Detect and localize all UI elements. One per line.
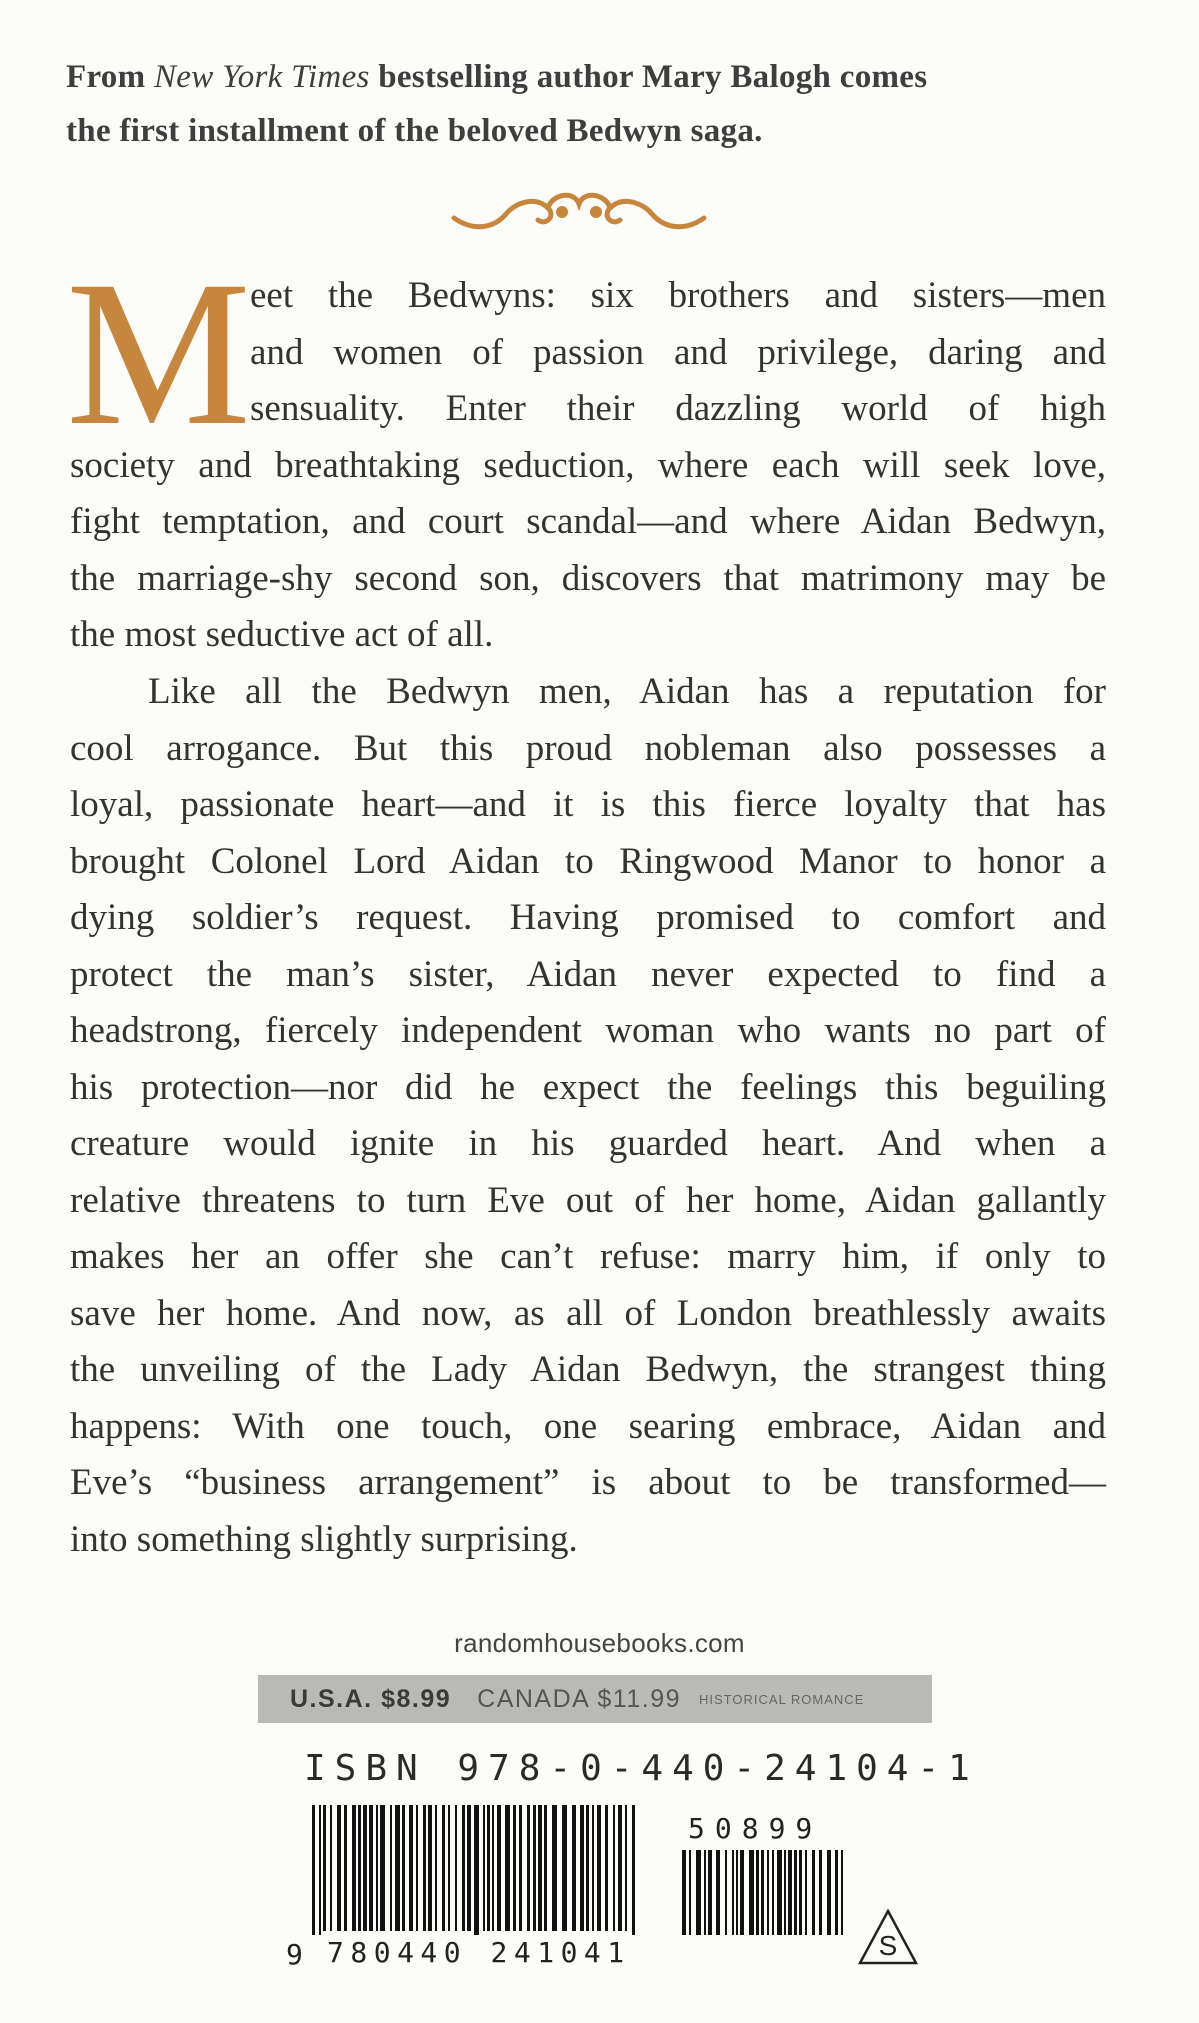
paragraph-1-line: the marriage-shy second son, discovers that matrimony may be bbox=[70, 557, 1106, 599]
barcode-digits: 780440 241041 bbox=[327, 1936, 631, 1969]
barcode-bar bbox=[337, 1805, 341, 1931]
paragraph-2-line: happens: With one touch, one searing embrace, Aidan and bbox=[70, 1405, 1106, 1447]
barcode-bar bbox=[505, 1805, 510, 1931]
barcode-bar bbox=[794, 1850, 797, 1935]
barcode-bar bbox=[513, 1805, 516, 1931]
barcode-bar bbox=[352, 1805, 356, 1931]
tagline-prefix: From bbox=[66, 59, 154, 95]
barcode-bar bbox=[312, 1805, 315, 1935]
paragraph-2-line: his protection—nor did he expect the feelings this beguiling bbox=[70, 1066, 1106, 1108]
barcode-bar bbox=[380, 1805, 385, 1931]
paragraph-1-line: the most seductive act of all. bbox=[70, 614, 494, 655]
paragraph-2-line: makes her an offer she can’t refuse: marry him, if only to bbox=[70, 1236, 1106, 1277]
barcode-bar bbox=[572, 1805, 576, 1931]
paragraph-1-line: fight temptation, and court scandal—and where Aidan Bedwyn, bbox=[70, 501, 1106, 542]
barcode-bar bbox=[402, 1805, 405, 1931]
barcode-bar bbox=[319, 1805, 321, 1935]
paragraph-1-line: and women of passion and privilege, daring and bbox=[250, 331, 1106, 373]
drop-cap: M bbox=[66, 238, 251, 468]
barcode-bar bbox=[344, 1805, 347, 1931]
s-triangle-icon bbox=[856, 1907, 920, 1967]
barcode-bar bbox=[474, 1805, 479, 1935]
paragraph-2-line: into something slightly surprising. bbox=[70, 1518, 578, 1560]
barcode-bar bbox=[689, 1850, 691, 1935]
paragraph-2-line: cool arrogance. But this proud nobleman also possesses a bbox=[70, 727, 1106, 769]
barcode-bar bbox=[369, 1805, 373, 1931]
paragraph-2-line: brought Colonel Lord Aidan to Ringwood Manor to honor a bbox=[70, 840, 1106, 882]
barcode-bar bbox=[358, 1805, 361, 1931]
barcode-bar bbox=[799, 1850, 802, 1935]
scroll-ornament-icon bbox=[444, 180, 714, 240]
barcode-bar bbox=[841, 1850, 843, 1935]
barcode-bar bbox=[376, 1805, 378, 1931]
barcode-bar bbox=[527, 1805, 530, 1931]
paragraph-1-line: society and breathtaking seduction, where each will seek love, bbox=[70, 444, 1106, 486]
barcode-bar bbox=[435, 1805, 437, 1931]
barcode-bar bbox=[462, 1805, 465, 1931]
barcode-bar bbox=[492, 1805, 494, 1931]
paragraph-2-line: creature would ignite in his guarded heart. And when a bbox=[70, 1123, 1106, 1164]
tagline-publication: New York Times bbox=[153, 59, 370, 95]
barcode-bar bbox=[618, 1805, 622, 1931]
barcode-bar bbox=[708, 1850, 712, 1935]
barcode-bar bbox=[592, 1805, 594, 1931]
barcode-bar bbox=[323, 1805, 326, 1931]
barcode-bar bbox=[487, 1805, 490, 1931]
barcode-bar bbox=[613, 1805, 615, 1931]
barcode-bar bbox=[704, 1850, 706, 1935]
barcode-bar bbox=[827, 1850, 831, 1935]
paragraph-1-line: sensuality. Enter their dazzling world of high bbox=[250, 388, 1106, 429]
barcode-bar bbox=[423, 1805, 426, 1931]
paragraph-2-line: Eve’s “business arrangement” is about to be transformed— bbox=[70, 1462, 1106, 1503]
barcode-bar bbox=[749, 1850, 754, 1935]
barcode-bar bbox=[497, 1805, 501, 1931]
barcode-bar bbox=[409, 1805, 413, 1931]
paragraph-2-line: save her home. And now, as all of London breathlessly awaits bbox=[70, 1292, 1106, 1334]
barcode-bar bbox=[562, 1805, 567, 1931]
barcode-bar bbox=[756, 1850, 759, 1935]
barcode-bar bbox=[363, 1805, 367, 1931]
paragraph-2-line: protect the man’s sister, Aidan never expected to find a bbox=[70, 953, 1106, 995]
tagline-line2: the first installment of the beloved Bedwyn saga. bbox=[66, 113, 763, 149]
barcode-bar bbox=[819, 1850, 822, 1935]
barcode-bar bbox=[788, 1850, 792, 1935]
barcode-bar bbox=[519, 1805, 522, 1931]
barcode-bar bbox=[625, 1805, 627, 1931]
barcode-bar bbox=[580, 1805, 584, 1931]
paragraph-2-line: the unveiling of the Lady Aidan Bedwyn, the strangest thing bbox=[70, 1349, 1106, 1390]
barcode-bar bbox=[416, 1805, 418, 1931]
tagline-line1-rest: bestselling author Mary Balogh comes bbox=[369, 59, 928, 95]
barcode-bar bbox=[605, 1805, 608, 1931]
barcode-bar bbox=[428, 1805, 432, 1931]
paragraph-2-line: dying soldier’s request. Having promised to comfort and bbox=[70, 897, 1106, 938]
barcode-bar bbox=[812, 1850, 815, 1935]
price-canada: CANADA $11.99 bbox=[477, 1684, 682, 1713]
paragraph-2 bbox=[70, 664, 1106, 1568]
barcode-bar bbox=[682, 1850, 686, 1935]
barcode-bar bbox=[740, 1850, 744, 1935]
barcode-bar bbox=[467, 1805, 471, 1931]
genre-label: HISTORICAL ROMANCE bbox=[699, 1691, 865, 1707]
barcode-bar bbox=[455, 1805, 457, 1931]
barcode-bar bbox=[725, 1850, 727, 1935]
barcode-bar bbox=[732, 1850, 734, 1935]
barcode-bar bbox=[835, 1850, 838, 1935]
barcode-bar bbox=[533, 1805, 536, 1931]
barcode-bar bbox=[736, 1850, 738, 1935]
publisher-website: randomhousebooks.com bbox=[454, 1628, 745, 1658]
paragraph-1 bbox=[70, 268, 1106, 664]
barcode-bar bbox=[330, 1805, 332, 1931]
barcode-bar bbox=[772, 1850, 774, 1935]
price-bar bbox=[258, 1675, 932, 1723]
barcode-bar bbox=[538, 1805, 542, 1931]
barcode-bar bbox=[483, 1805, 485, 1931]
barcode-bar bbox=[784, 1850, 786, 1935]
barcode-bar bbox=[716, 1850, 720, 1935]
barcode-bar bbox=[442, 1805, 445, 1931]
s-mark-letter: S bbox=[878, 1930, 898, 1961]
price-usa: U.S.A. $8.99 bbox=[290, 1684, 452, 1713]
barcode-bar bbox=[805, 1850, 807, 1935]
barcode-lead-digit: 9 bbox=[286, 1938, 303, 1971]
tagline bbox=[66, 50, 1126, 158]
barcode-bar bbox=[767, 1850, 769, 1935]
barcode-bar bbox=[544, 1805, 547, 1931]
barcode-bar bbox=[552, 1805, 557, 1931]
barcode-bar bbox=[632, 1805, 635, 1935]
paragraph-1-line: eet the Bedwyns: six brothers and sisters—men bbox=[250, 275, 1106, 316]
paragraph-2-line: relative threatens to turn Eve out of her home, Aidan gallantly bbox=[70, 1179, 1106, 1221]
barcode-bar bbox=[597, 1805, 601, 1931]
barcode-bar bbox=[761, 1850, 764, 1935]
barcode-bar bbox=[696, 1850, 701, 1935]
paragraph-2-line: headstrong, fiercely independent woman who wants no part of bbox=[70, 1010, 1106, 1051]
paragraph-2-line: loyal, passionate heart—and it is this fierce loyalty that has bbox=[70, 784, 1106, 825]
paragraph-2-line: Like all the Bedwyn men, Aidan has a reputation for bbox=[148, 671, 1106, 712]
barcode-addon-digits: 50899 bbox=[688, 1812, 823, 1845]
isbn: ISBN 978-0-440-24104-1 bbox=[304, 1748, 979, 1789]
barcode-bar bbox=[390, 1805, 392, 1931]
barcode-bar bbox=[448, 1805, 450, 1931]
barcode-bar bbox=[777, 1850, 782, 1935]
barcode-bar bbox=[586, 1805, 589, 1931]
barcode-bar bbox=[395, 1805, 400, 1931]
